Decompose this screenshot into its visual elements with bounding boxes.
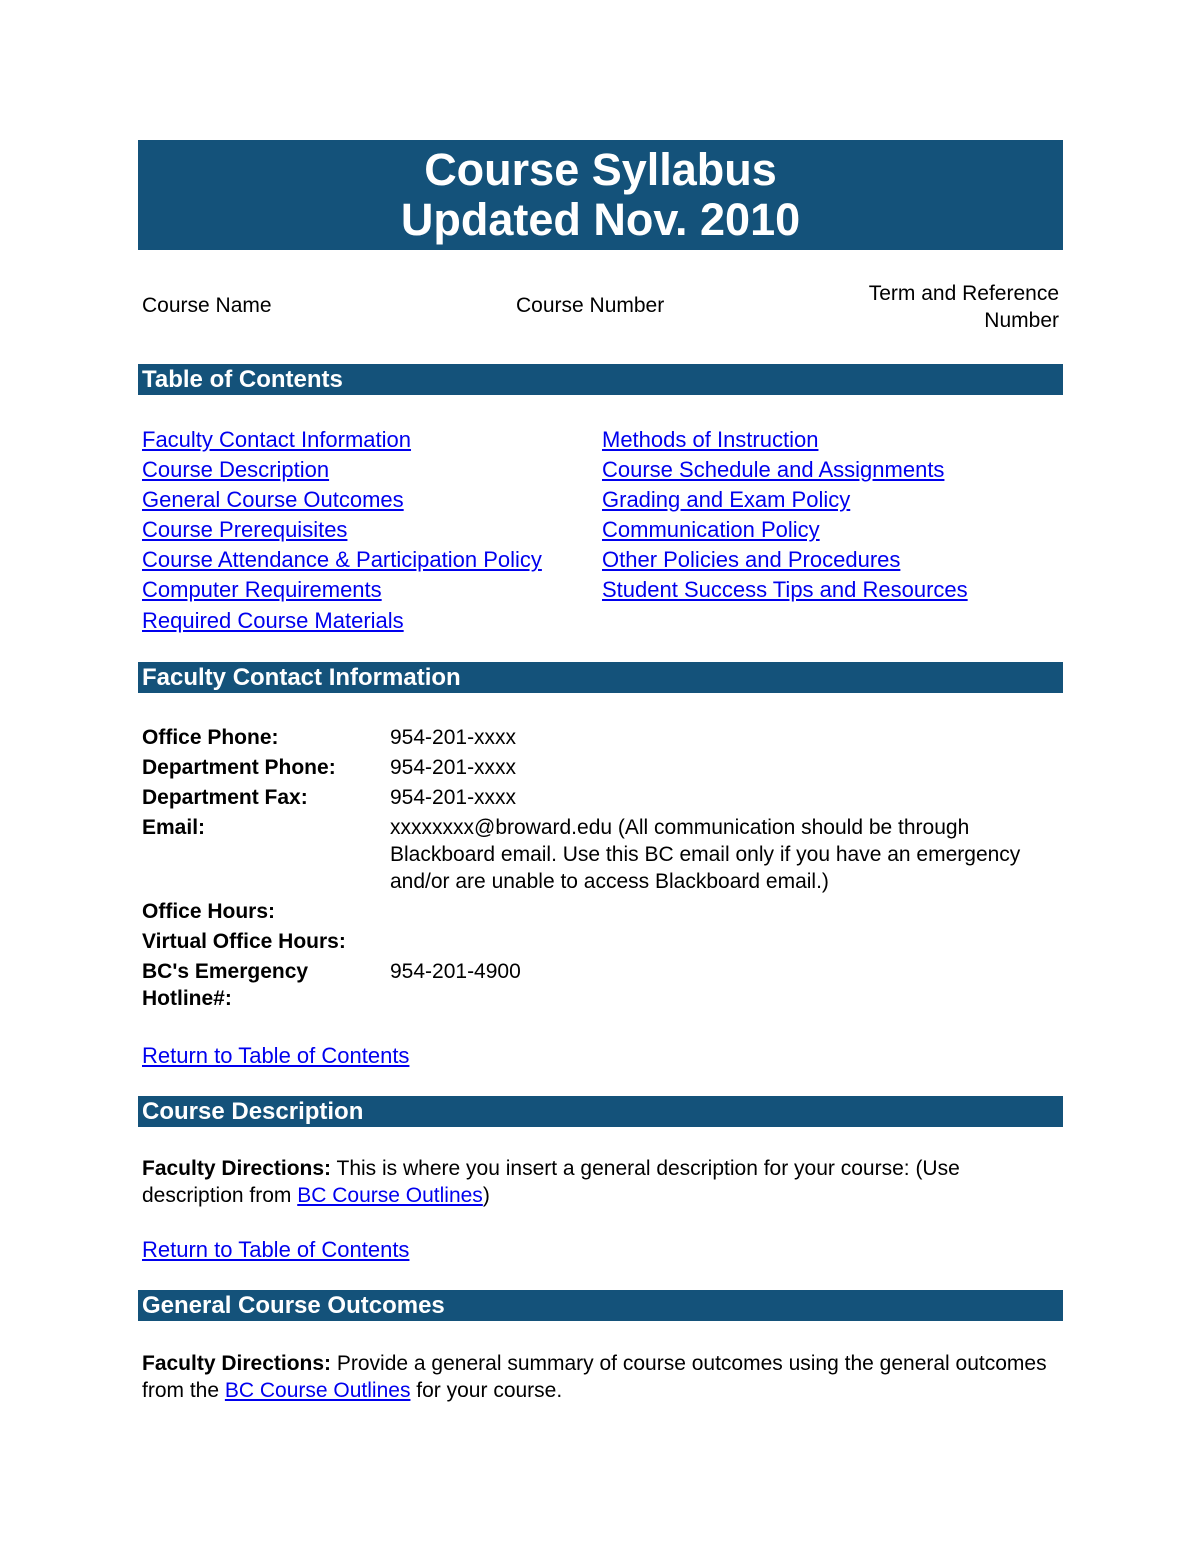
toc-link-general-outcomes[interactable]: General Course Outcomes <box>142 487 404 513</box>
bc-course-outlines-link[interactable]: BC Course Outlines <box>224 1379 411 1402</box>
title-banner <box>138 140 1063 250</box>
dept-fax-value: 954-201-xxxx <box>390 786 517 809</box>
dept-phone-value: 954-201-xxxx <box>390 756 517 779</box>
virtual-hours-label: Virtual Office Hours: <box>142 930 346 953</box>
contact-row-office-phone <box>142 724 1062 751</box>
return-to-toc-link[interactable]: Return to Table of Contents <box>142 1237 410 1262</box>
toc-column-left <box>142 425 542 636</box>
toc-link-methods-of-instruction[interactable]: Methods of Instruction <box>602 427 819 452</box>
course-meta-row <box>138 280 1063 340</box>
dept-fax-label: Department Fax: <box>142 786 308 809</box>
toc-link-prerequisites[interactable]: Course Prerequisites <box>142 517 348 543</box>
contact-row-hotline <box>142 958 1062 1012</box>
general-outcomes-text: Faculty Directions: Provide a general summary of course outcomes using the general outcomes from the BC Course Outlines for your course. <box>142 1352 1047 1402</box>
toc-link-course-schedule[interactable]: Course Schedule and Assignments <box>602 457 945 483</box>
toc-link-other-policies[interactable]: Other Policies and Procedures <box>602 547 901 573</box>
contact-row-office-hours <box>142 898 1062 925</box>
toc-link-course-description[interactable]: Course Description <box>142 457 330 483</box>
toc-link-computer-requirements[interactable]: Computer Requirements <box>142 577 382 603</box>
office-phone-value: 954-201-xxxx <box>390 726 517 749</box>
office-phone-label: Office Phone: <box>142 726 279 749</box>
faculty-directions-label: Faculty Directions: <box>142 1157 332 1180</box>
hotline-value: 954-201-4900 <box>390 960 521 983</box>
section-header-course-description: Course Description <box>138 1096 1063 1127</box>
faculty-contact-table <box>142 724 1062 1015</box>
dept-phone-label: Department Phone: <box>142 756 336 779</box>
hotline-label: BC's Emergency Hotline#: <box>142 960 309 1010</box>
toc-link-grading-policy[interactable]: Grading and Exam Policy <box>602 487 851 513</box>
page-title: Course Syllabus <box>424 144 777 195</box>
email-label: Email: <box>142 816 206 839</box>
course-number-label: Course Number <box>516 294 665 317</box>
term-reference-label: Term and Reference Number <box>868 282 1059 332</box>
faculty-directions-label: Faculty Directions: <box>142 1352 332 1375</box>
office-hours-label: Office Hours: <box>142 900 276 923</box>
toc-link-attendance-policy[interactable]: Course Attendance & Participation Policy <box>142 547 542 573</box>
toc-link-faculty-contact[interactable]: Faculty Contact Information <box>142 427 412 452</box>
toc-link-required-materials[interactable]: Required Course Materials <box>142 607 404 633</box>
section-header-general-outcomes: General Course Outcomes <box>138 1290 1063 1321</box>
section-header-faculty-contact: Faculty Contact Information <box>138 662 1063 693</box>
contact-row-dept-fax <box>142 784 1062 811</box>
email-value: xxxxxxxx@broward.edu (All communication should be through Blackboard email. Use this BC email only if you have an emergency and/or are unable to access Blackboard email.) <box>390 816 1021 893</box>
toc-link-success-tips[interactable]: Student Success Tips and Resources <box>602 577 968 603</box>
return-to-toc-link[interactable]: Return to Table of Contents <box>142 1043 410 1068</box>
contact-row-dept-phone <box>142 754 1062 781</box>
course-name-label: Course Name <box>142 294 272 317</box>
bc-course-outlines-link[interactable]: BC Course Outlines <box>297 1184 483 1207</box>
contact-row-email <box>142 814 1062 895</box>
course-description-text: Faculty Directions: This is where you insert a general description for your course: (Use description from BC Course Outlines) <box>142 1157 960 1207</box>
toc-column-right <box>602 425 968 606</box>
page-subtitle: Updated Nov. 2010 <box>400 194 801 245</box>
contact-row-virtual-hours <box>142 928 1062 955</box>
section-header-toc: Table of Contents <box>138 364 1063 395</box>
toc-link-communication-policy[interactable]: Communication Policy <box>602 517 820 543</box>
